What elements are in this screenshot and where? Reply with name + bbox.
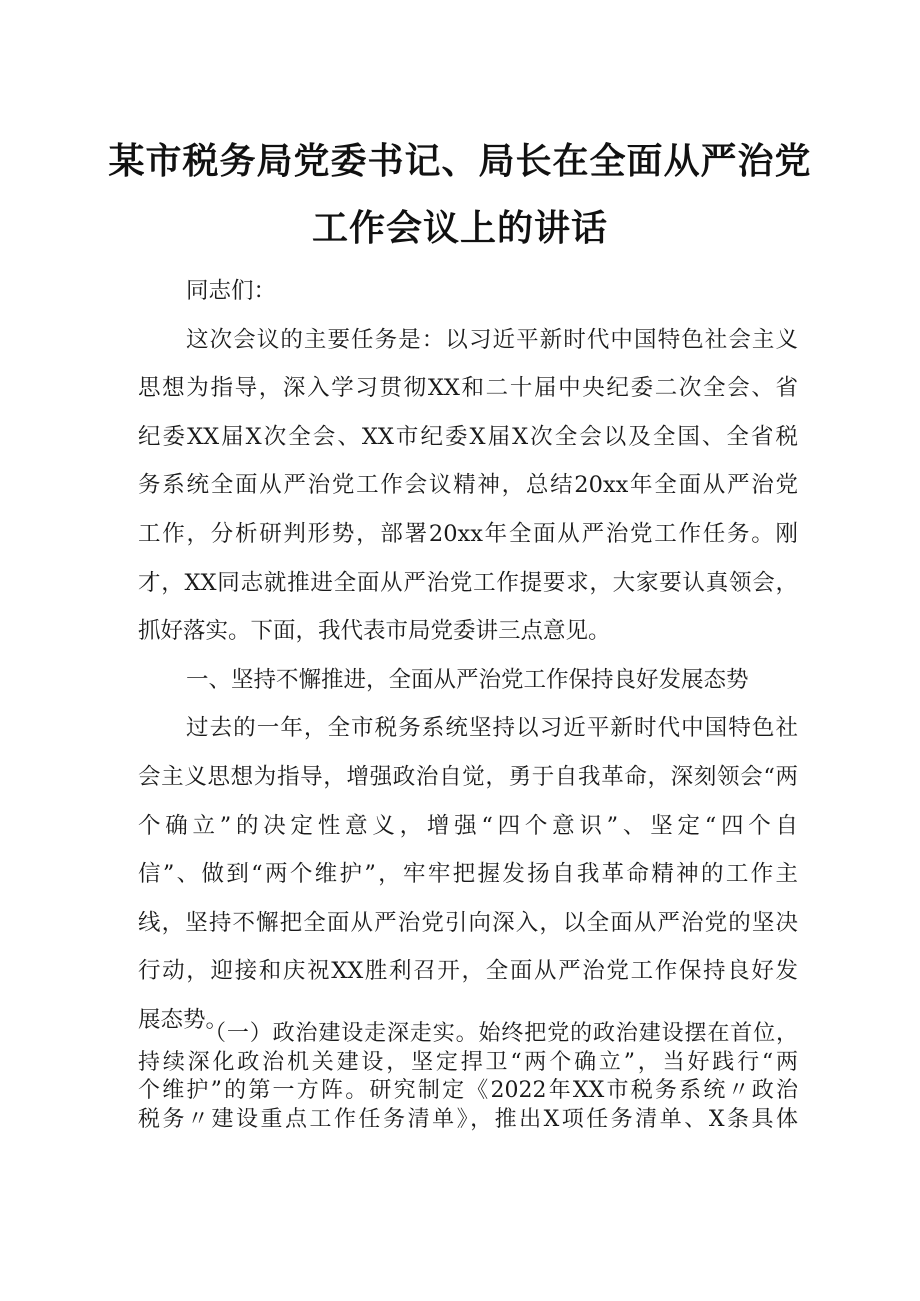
paragraph-3-line: 持续深化政治机关建设，坚定捍卫“两个确立”，当好践行“两 <box>138 1049 798 1075</box>
paragraph-2-line: 信”、做到“两个维护”，牢牢把握发扬自我革命精神的工作主 <box>138 861 798 888</box>
paragraph-2-line: 行动，迎接和庆祝XX胜利召开，全面从严治党工作保持良好发 <box>138 958 798 985</box>
salutation: 同志们： <box>186 278 277 304</box>
paragraph-2-line: 线，坚持不懈把全面从严治党引向深入，以全面从严治党的坚决 <box>138 909 798 936</box>
paragraph-3-line: 税务〃建设重点工作任务清单》，推出X项任务清单、X条具体 <box>138 1106 798 1132</box>
body-section-2 <box>138 1020 798 1134</box>
paragraph-2-line: 过去的一年，全市税务系统坚持以习近平新时代中国特色社 <box>186 715 798 742</box>
section-heading-1: 一、坚持不懈推进，全面从严治党工作保持良好发展态势 <box>186 666 749 693</box>
paragraph-3-line: （一）政治建设走深走实。始终把党的政治建设摆在首位， <box>204 1021 798 1046</box>
paragraph-2-line: 个确立”的决定性意义，增强“四个意识”、坚定“四个自 <box>138 812 798 839</box>
paragraph-2-line: 会主义思想为指导，增强政治自觉，勇于自我革命，深刻领会“两 <box>138 763 798 790</box>
paragraph-1-line: 纪委XX届X次全会、XX市纪委X届X次全会以及全国、全省税 <box>138 423 798 450</box>
paragraph-3-line: 个维护”的第一方阵。研究制定《2022年XX市税务系统〃政治 <box>138 1078 798 1103</box>
paragraph-1-line: 抓好落实。下面，我代表市局党委讲三点意见。 <box>138 618 611 645</box>
paragraph-1-line: 思想为指导，深入学习贯彻XX和二十届中央纪委二次全会、省 <box>138 375 798 402</box>
paragraph-1-line: 才，XX同志就推进全面从严治党工作提要求，大家要认真领会， <box>138 569 798 596</box>
document-title-line-1: 某市税务局党委书记、局长在全面从严治党 <box>108 141 812 182</box>
body-section-1 <box>138 267 798 1045</box>
paragraph-1-line: 这次会议的主要任务是：以习近平新时代中国特色社会主义 <box>186 326 798 353</box>
document-title-line-2: 工作会议上的讲话 <box>311 208 608 249</box>
paragraph-2-line: 展态势。 <box>138 1006 229 1033</box>
paragraph-1-line: 务系统全面从严治党工作会议精神，总结20xx年全面从严治党 <box>138 472 798 499</box>
paragraph-1-line: 工作，分析研判形势，部署20xx年全面从严治党工作任务。刚 <box>138 520 798 547</box>
